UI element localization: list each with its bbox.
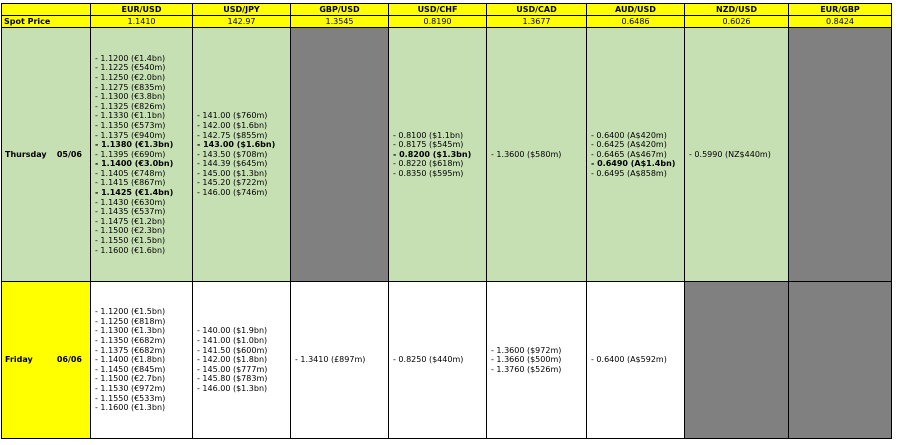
cell-usdcad <box>487 28 587 282</box>
expiry-entry: - 1.1330 (€1.1bn) <box>95 111 166 121</box>
expiry-entry: - 0.8175 ($545m) <box>393 140 464 150</box>
cell-nzdusd <box>685 28 789 282</box>
expiry-entry: - 1.1200 (€1.4bn) <box>95 53 166 63</box>
row-day: Friday <box>5 355 33 365</box>
header-usdcad: USD/CAD <box>487 4 587 16</box>
header-nzdusd: NZD/USD <box>685 4 789 16</box>
expiry-entry: - 1.3410 (£897m) <box>295 355 366 365</box>
row-label-thursday <box>2 28 91 282</box>
expiry-entry: - 1.1200 (€1.5bn) <box>95 307 166 317</box>
expiry-entry: - 1.1550 (€533m) <box>95 393 166 403</box>
expiry-entry: - 1.1250 (€818m) <box>95 316 166 326</box>
expiry-entry: - 141.00 ($760m) <box>197 111 268 121</box>
expiry-entry: - 0.6400 (A$592m) <box>591 355 667 365</box>
expiry-entry: - 141.00 ($1.0bn) <box>197 336 268 346</box>
expiry-entry: - 0.8220 ($618m) <box>393 159 464 169</box>
expiry-entry: - 146.00 ($1.3bn) <box>197 383 268 393</box>
spot-price-label: Spot Price <box>2 16 91 28</box>
expiry-entry: - 1.1435 (€537m) <box>95 207 166 217</box>
expiry-entry: - 0.6425 (A$420m) <box>591 140 667 150</box>
expiry-entry: - 146.00 ($746m) <box>197 188 268 198</box>
expiry-entry: - 1.1600 (€1.6bn) <box>95 245 166 255</box>
spot-eurusd: 1.1410 <box>91 16 193 28</box>
expiry-entry: - 144.39 ($645m) <box>197 159 268 169</box>
expiry-entry: - 0.6400 (A$420m) <box>591 130 667 140</box>
cell-usdchf <box>389 282 487 439</box>
expiry-entry: - 1.1350 (€573m) <box>95 120 166 130</box>
header-gbpusd: GBP/USD <box>291 4 389 16</box>
expiry-entry: - 0.6490 (A$1.4bn) <box>591 159 676 169</box>
expiry-entry: - 1.1550 (€1.5bn) <box>95 236 166 246</box>
header-usdchf: USD/CHF <box>389 4 487 16</box>
expiry-entry: - 1.1600 (€1.3bn) <box>95 403 166 413</box>
spot-usdcad: 1.3677 <box>487 16 587 28</box>
expiry-entry: - 140.00 ($1.9bn) <box>197 326 268 336</box>
header-eurusd: EUR/USD <box>91 4 193 16</box>
expiry-entry: - 1.1350 (€682m) <box>95 336 166 346</box>
expiry-entry: - 143.00 ($1.6bn) <box>197 140 276 150</box>
cell-eurgbp <box>789 282 892 439</box>
expiry-entry: - 1.3660 ($500m) <box>491 355 562 365</box>
row-label-friday <box>2 282 91 439</box>
fx-options-expiry-table <box>1 3 892 439</box>
expiry-entry: - 145.20 ($722m) <box>197 178 268 188</box>
expiry-entry: - 145.00 ($1.3bn) <box>197 168 268 178</box>
cell-gbpusd <box>291 28 389 282</box>
expiry-entry: - 1.1375 (€682m) <box>95 345 166 355</box>
expiry-entry: - 143.50 ($708m) <box>197 149 268 159</box>
expiry-entry: - 1.1225 (€540m) <box>95 63 166 73</box>
expiry-entry: - 1.1325 (€826m) <box>95 101 166 111</box>
spot-nzdusd: 0.6026 <box>685 16 789 28</box>
expiry-entry: - 1.1475 (€1.2bn) <box>95 216 166 226</box>
expiry-entry: - 0.6495 (A$858m) <box>591 168 667 178</box>
expiry-entry: - 0.6465 (A$467m) <box>591 149 667 159</box>
expiry-entry: - 142.00 ($1.6bn) <box>197 120 268 130</box>
expiry-entry: - 1.1500 (€2.3bn) <box>95 226 166 236</box>
expiry-row-thursday <box>2 28 892 282</box>
spot-eurgbp: 0.8424 <box>789 16 892 28</box>
expiry-entry: - 1.1425 (€1.4bn) <box>95 188 174 198</box>
expiry-entry: - 1.1430 (€630m) <box>95 197 166 207</box>
spot-usdjpy: 142.97 <box>193 16 291 28</box>
spot-price-row <box>2 16 892 28</box>
cell-usdcad <box>487 282 587 439</box>
header-blank <box>2 4 91 16</box>
cell-nzdusd <box>685 282 789 439</box>
row-date: 06/06 <box>56 355 82 365</box>
expiry-entry: - 1.1405 (€748m) <box>95 168 166 178</box>
cell-eurgbp <box>789 28 892 282</box>
spot-audusd: 0.6486 <box>587 16 685 28</box>
expiry-entry: - 1.1415 (€867m) <box>95 178 166 188</box>
expiry-entry: - 0.8350 ($595m) <box>393 168 464 178</box>
expiry-entry: - 0.5990 (NZ$440m) <box>689 149 771 159</box>
cell-usdjpy <box>193 282 291 439</box>
cell-usdchf <box>389 28 487 282</box>
expiry-entry: - 1.3760 ($526m) <box>491 364 562 374</box>
expiry-entry: - 1.3600 ($580m) <box>491 149 562 159</box>
spot-gbpusd: 1.3545 <box>291 16 389 28</box>
cell-usdjpy <box>193 28 291 282</box>
header-eurgbp: EUR/GBP <box>789 4 892 16</box>
expiry-row-friday <box>2 282 892 439</box>
cell-audusd <box>587 282 685 439</box>
expiry-entry: - 145.80 ($783m) <box>197 374 268 384</box>
expiry-entry: - 1.1380 (€1.3bn) <box>95 140 174 150</box>
cell-gbpusd <box>291 282 389 439</box>
expiry-entry: - 1.1500 (€2.7bn) <box>95 374 166 384</box>
expiry-entry: - 1.1300 (€3.8bn) <box>95 92 166 102</box>
row-date: 05/06 <box>56 149 82 159</box>
expiry-entry: - 1.3600 ($972m) <box>491 345 562 355</box>
spot-usdchf: 0.8190 <box>389 16 487 28</box>
expiry-entry: - 142.75 ($855m) <box>197 130 268 140</box>
expiry-entry: - 0.8200 ($1.3bn) <box>393 149 472 159</box>
expiry-entry: - 141.50 ($600m) <box>197 345 268 355</box>
expiry-entry: - 1.1450 (€845m) <box>95 364 166 374</box>
header-row <box>2 4 892 16</box>
expiry-entry: - 1.1530 (€972m) <box>95 383 166 393</box>
cell-eurusd <box>91 282 193 439</box>
expiry-entry: - 0.8250 ($440m) <box>393 355 464 365</box>
row-day: Thursday <box>5 149 47 159</box>
expiry-entry: - 0.8100 ($1.1bn) <box>393 130 464 140</box>
expiry-entry: - 1.1300 (€1.3bn) <box>95 326 166 336</box>
cell-audusd <box>587 28 685 282</box>
expiry-entry: - 142.00 ($1.8bn) <box>197 355 268 365</box>
expiry-entry: - 1.1275 (€835m) <box>95 82 166 92</box>
header-audusd: AUD/USD <box>587 4 685 16</box>
header-usdjpy: USD/JPY <box>193 4 291 16</box>
expiry-entry: - 1.1395 (€690m) <box>95 149 166 159</box>
expiry-entry: - 145.00 ($777m) <box>197 364 268 374</box>
expiry-entry: - 1.1375 (€940m) <box>95 130 166 140</box>
expiry-entry: - 1.1250 (€2.0bn) <box>95 72 166 82</box>
cell-eurusd <box>91 28 193 282</box>
expiry-entry: - 1.1400 (€1.8bn) <box>95 355 166 365</box>
expiry-entry: - 1.1400 (€3.0bn) <box>95 159 174 169</box>
